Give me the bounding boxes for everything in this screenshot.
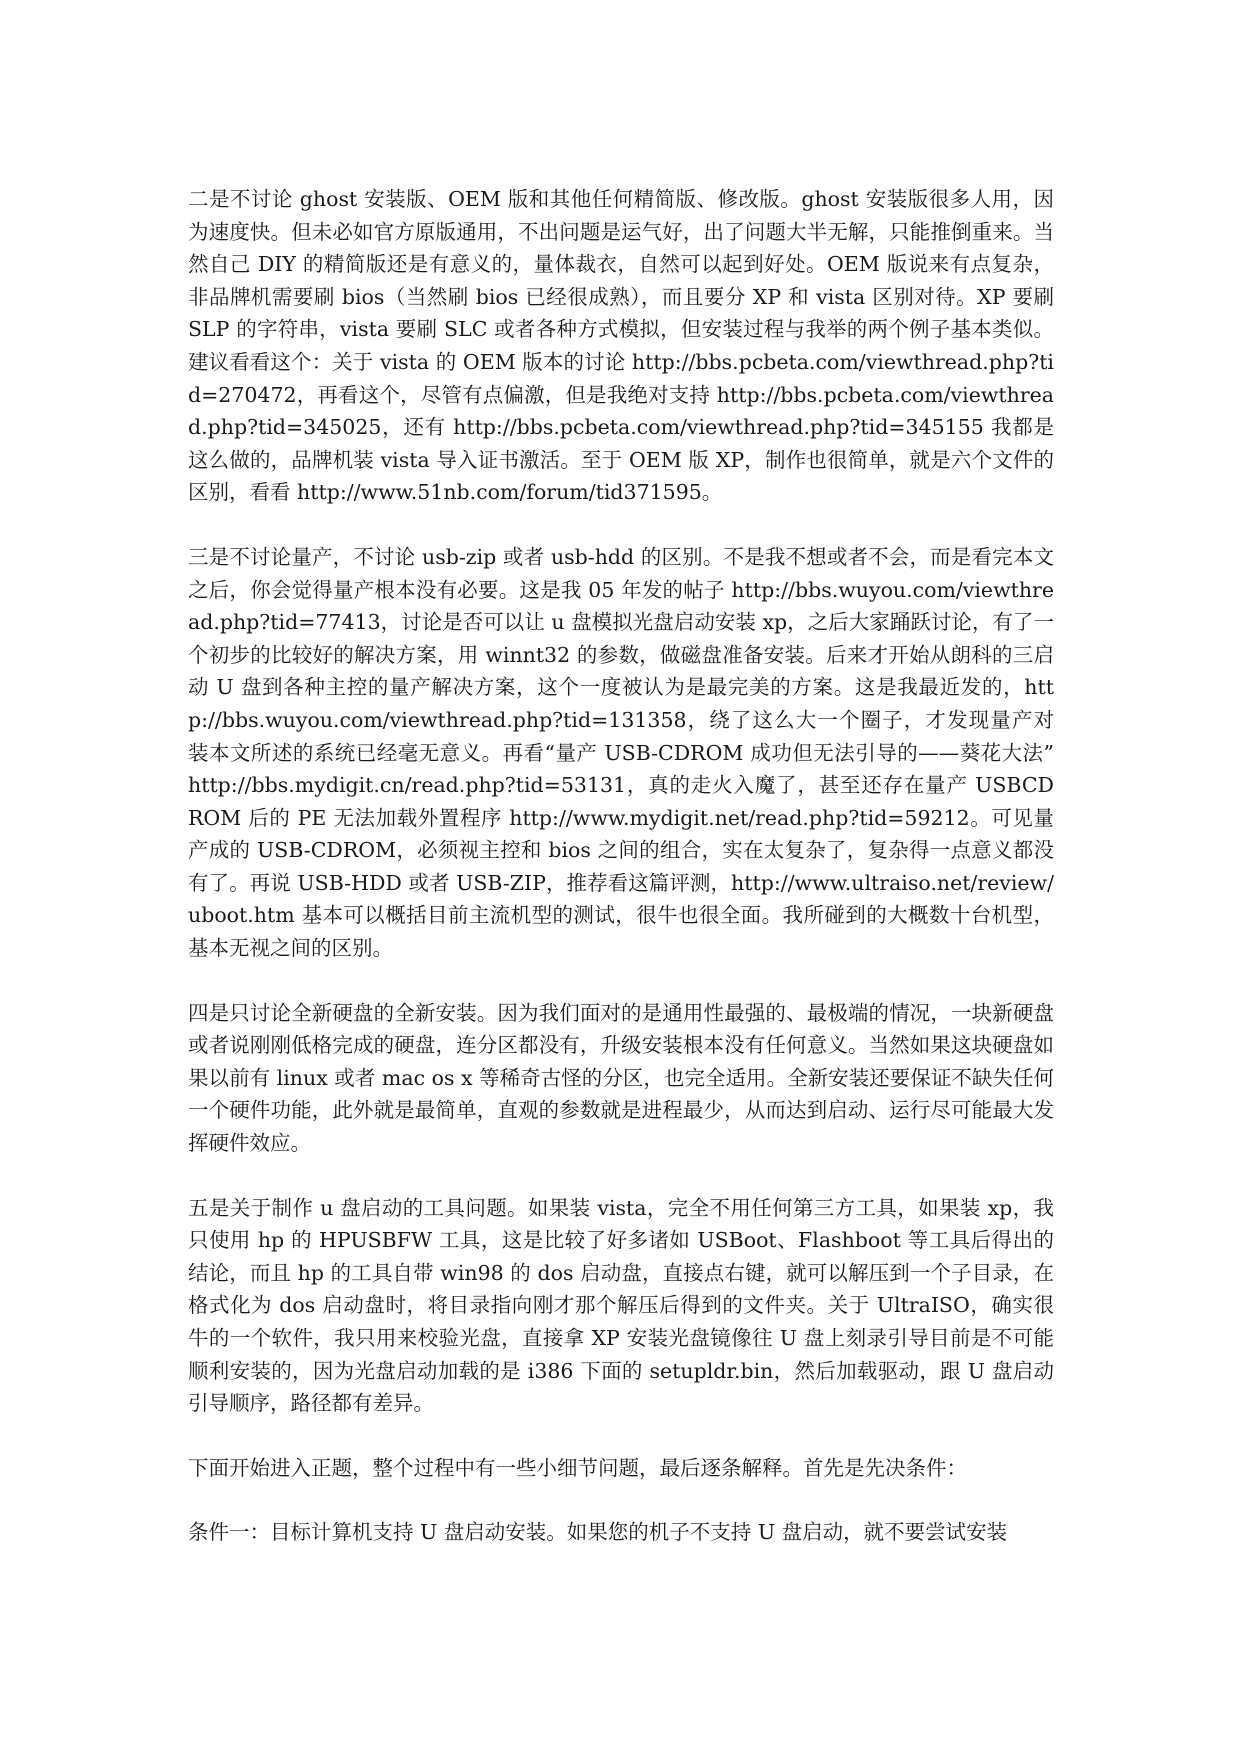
paragraph-ghost-oem: 二是不讨论 ghost 安装版、OEM 版和其他任何精简版、修改版。ghost 安装版很多人用，因为速度快。但未必如官方原版通用，不出问题是运气好，出了问题大半无解，只能推倒重来。当然自己 DIY 的精简版还是有意义的，量体裁衣，自然可以起到好处。OEM 版说来有点复杂，非品牌机需要刷 bios（当然刷 bios 已经很成熟），而且要分 XP 和 vista 区别对待。XP 要刷 SLP 的字符串，vista 要刷 SLC 或者各种方式模拟，但安装过程与我举的两个例子基本类似。建议看看这个：关于 vista 的 OEM 版本的讨论 http://bbs.pcbeta.com/viewthread.php?tid=270472，再看这个，尽管有点偏激，但是我绝对支持 http://bbs.pcbeta.com/viewthread.php?tid=345025，还有 http://bbs.pcbeta.com/viewthread.php?tid=345155 我都是这么做的，品牌机装 vista 导入证书激活。至于 OEM 版 XP，制作也很简单，就是六个文件的区别，看看 http://www.51nb.com/forum/tid371595。 [188,187,1054,505]
paragraph-mass-production: 三是不讨论量产，不讨论 usb-zip 或者 usb-hdd 的区别。不是我不想或者不会，而是看完本文之后，你会觉得量产根本没有必要。这是我 05 年发的帖子 http://bbs.wuyou.com/viewthread.php?tid=77413，讨论是否可以让 u 盘模拟光盘启动安装 xp，之后大家踊跃讨论，有了一个初步的比较好的解决方案，用 winnt32 的参数，做磁盘准备安装。后来才开始从朗科的三启动 U 盘到各种主控的量产解决方案，这个一度被认为是最完美的方案。这是我最近发的，http://bbs.wuyou.com/viewthread.php?tid=131358，绕了这么大一个圈子，才发现量产对装本文所述的系统已经毫无意义。再看“量产 USB-CDROM 成功但无法引导的——葵花大法” http://bbs.mydigit.cn/read.php?tid=53131，真的走火入魔了，甚至还存在量产 USBCDROM 后的 PE 无法加载外置程序 http://www.mydigit.net/read.php?tid=59212。可见量产成的 USB-CDROM，必须视主控和 bios 之间的组合，实在太复杂了，复杂得一点意义都没有了。再说 USB-HDD 或者 USB-ZIP，推荐看这篇评测，http://www.ultraiso.net/review/uboot.htm 基本可以概括目前主流机型的测试，很牛也很全面。我所碰到的大概数十台机型，基本无视之间的区别。 [188,544,1054,961]
paragraph-fresh-install: 四是只讨论全新硬盘的全新安装。因为我们面对的是通用性最强的、最极端的情况，一块新硬盘或者说刚刚低格完成的硬盘，连分区都没有，升级安装根本没有任何意义。当然如果这块硬盘如果以前有 linux 或者 mac os x 等稀奇古怪的分区，也完全适用。全新安装还要保证不缺失任何一个硬件功能，此外就是最简单，直观的参数就是进程最少，从而达到启动、运行尽可能最大发挥硬件效应。 [188,1000,1054,1156]
paragraph-main-topic: 下面开始进入正题，整个过程中有一些小细节问题，最后逐条解释。首先是先决条件： [188,1455,967,1480]
paragraph-usb-boot-tools: 五是关于制作 u 盘启动的工具问题。如果装 vista，完全不用任何第三方工具，如果装 xp，我只使用 hp 的 HPUSBFW 工具，这是比较了好多诸如 USBoot、Flashboot 等工具后得出的结论，而且 hp 的工具自带 win98 的 dos 启动盘，直接点右键，就可以解压到一个子目录，在格式化为 dos 启动盘时，将目录指向刚才那个解压后得到的文件夹。关于 UltraISO，确实很牛的一个软件，我只用来校验光盘，直接拿 XP 安装光盘镜像往 U 盘上刻录引导目前是不可能顺利安装的，因为光盘启动加载的是 i386 下面的 setupldr.bin，然后加载驱动，跟 U 盘启动引导顺序，路径都有差异。 [188,1195,1054,1416]
paragraph-condition-one: 条件一：目标计算机支持 U 盘启动安装。如果您的机子不支持 U 盘启动，就不要尝试安装 [188,1520,1008,1545]
document-body [188,183,1054,1549]
